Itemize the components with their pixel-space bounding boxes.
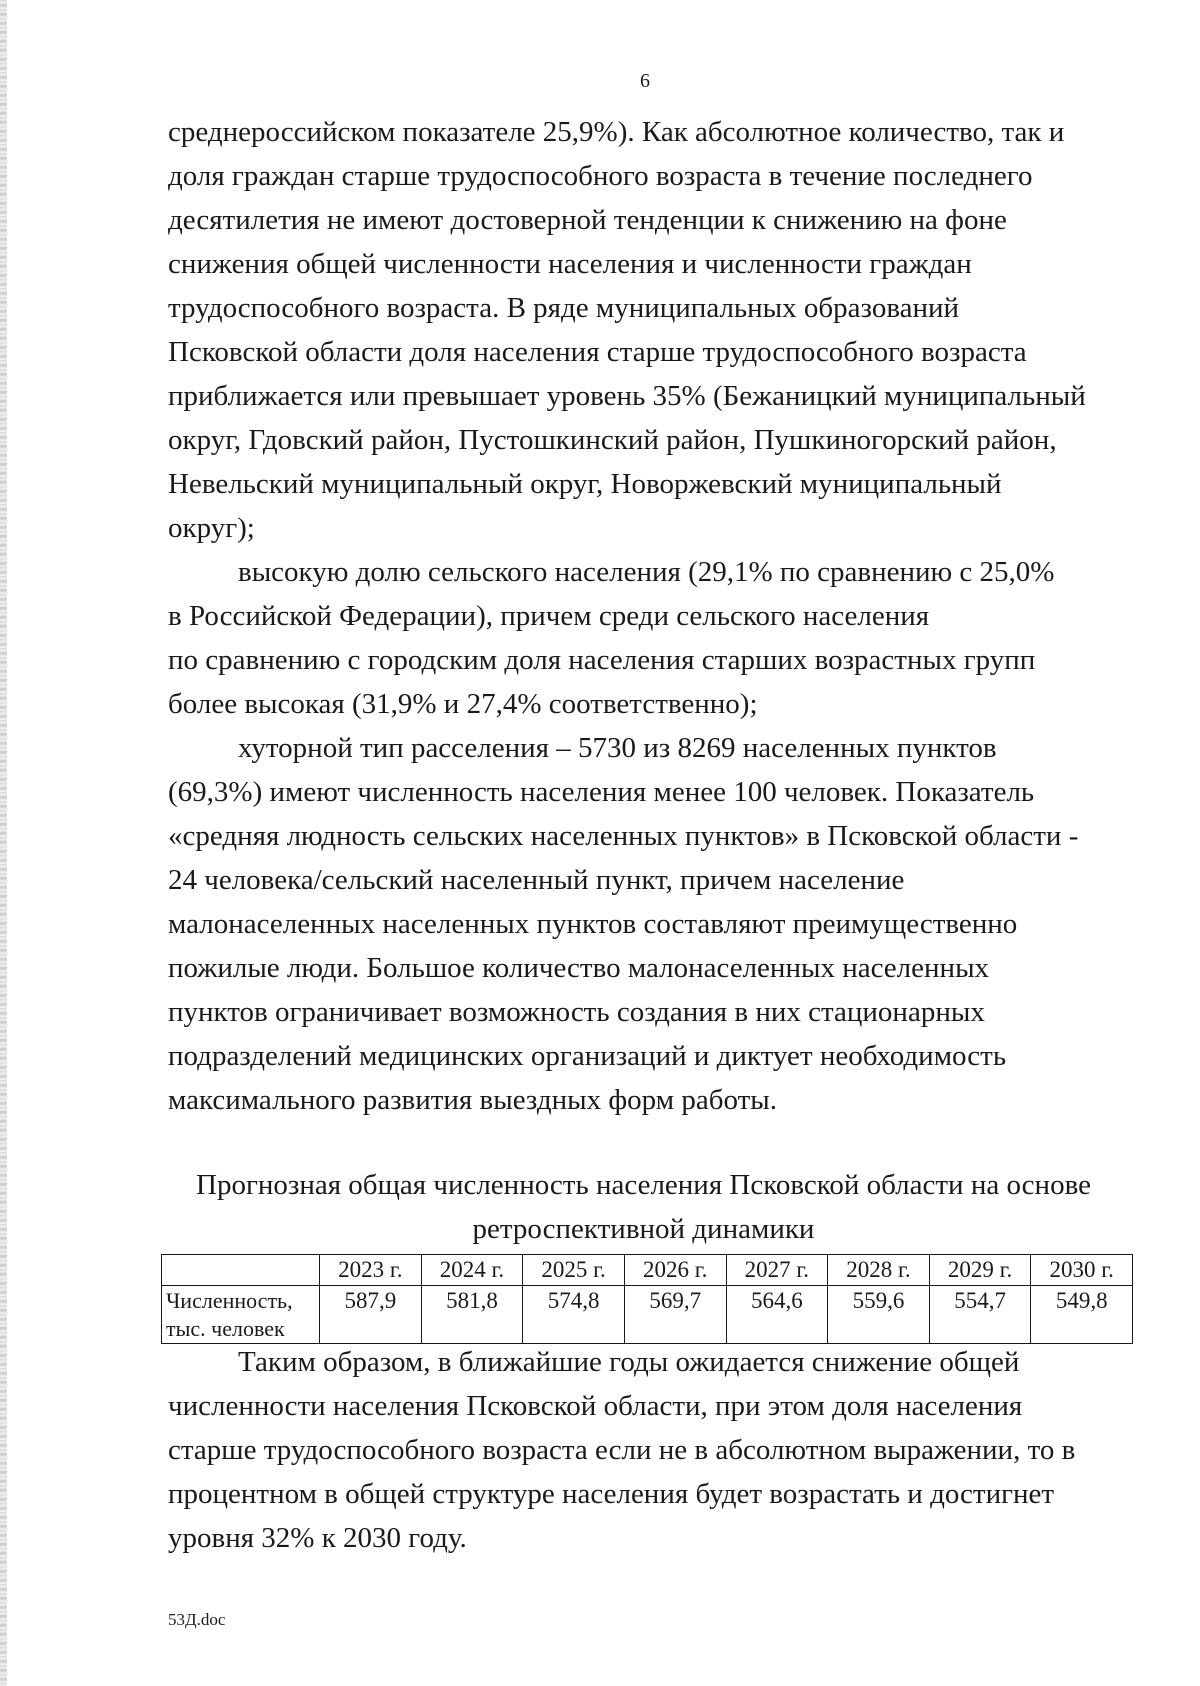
text-line: максимального развития выездных форм работы. [168,1084,777,1116]
text-line: трудоспособного возраста. В ряде муниципальных образований [168,292,960,324]
text-line: старше трудоспособного возраста если не в абсолютном выражении, то в [168,1434,1076,1466]
footer-filename: 53Д.doc [168,1610,226,1629]
text-line: процентном в общей структуре населения будет возрастать и достигнет [168,1478,1055,1510]
text-line: 24 человека/сельский населенный пункт, причем население [168,864,905,896]
text-line: «средняя людность сельских населенных пунктов» в Псковской области - [168,820,1079,852]
text-line: по сравнению с городским доля населения старших возрастных групп [168,644,1036,676]
text-line: Таким образом, в ближайшие годы ожидается снижение общей [238,1346,1020,1378]
row-label-line: Численность, [166,1288,293,1313]
row-label-line: тыс. человек [166,1316,285,1341]
text-line: приближается или превышает уровень 35% (Бежаницкий муниципальный [168,380,1086,412]
table-header-year: 2027 г. [726,1255,828,1286]
table-cell-value: 587,9 [320,1286,422,1344]
text-line: малонаселенных населенных пунктов составляют преимущественно [168,908,1018,940]
table-header-year: 2029 г. [929,1255,1031,1286]
table-caption [160,1163,1127,1251]
text-line: численности населения Псковской области, при этом доля населения [168,1390,1023,1422]
table-header-year: 2024 г. [421,1255,523,1286]
text-line: среднероссийском показателе 25,9%). Как абсолютное количество, так и [168,116,1065,148]
text-line: хуторной тип расселения – 5730 из 8269 населенных пунктов [238,732,997,764]
text-line: округ, Гдовский район, Пустошкинский район, Пушкиногорский район, [168,424,1057,456]
text-line: подразделений медицинских организаций и диктует необходимость [168,1040,1007,1072]
text-line: в Российской Федерации), причем среди сельского населения [168,600,930,632]
table-cell-value: 574,8 [523,1286,625,1344]
table-corner-cell [162,1255,320,1286]
text-line: высокую долю сельского населения (29,1% по сравнению с 25,0% [238,556,1055,588]
table-cell-value: 554,7 [929,1286,1031,1344]
table-cell-value: 581,8 [421,1286,523,1344]
table-header-year: 2028 г. [828,1255,930,1286]
table-header-year: 2025 г. [523,1255,625,1286]
page-number: 6 [640,70,650,92]
table-header-year: 2030 г. [1031,1255,1133,1286]
table-row-label [162,1286,320,1344]
table-header-row [162,1255,1133,1286]
text-line: более высокая (31,9% и 27,4% соответственно); [168,688,758,720]
text-line: десятилетия не имеют достоверной тенденции к снижению на фоне [168,204,1007,236]
scan-edge [0,0,7,1686]
table-cell-value: 549,8 [1031,1286,1133,1344]
table-cell-value: 559,6 [828,1286,930,1344]
caption-line: ретроспективной динамики [472,1213,815,1245]
population-forecast-table [161,1254,1133,1344]
body-text [168,110,1125,1122]
table-header-year: 2023 г. [320,1255,422,1286]
text-line: Псковской области доля населения старше трудоспособного возраста [168,336,1027,368]
table-cell-value: 564,6 [726,1286,828,1344]
text-line: пунктов ограничивает возможность создания в них стационарных [168,996,985,1028]
text-line: округ); [168,512,255,544]
table-row [162,1286,1133,1344]
text-line: (69,3%) имеют численность населения менее 100 человек. Показатель [168,776,1035,808]
text-line: доля граждан старше трудоспособного возраста в течение последнего [168,160,1033,192]
table-cell-value: 569,7 [624,1286,726,1344]
table-header-year: 2026 г. [624,1255,726,1286]
closing-paragraph-block [168,1340,1125,1560]
text-line: уровня 32% к 2030 году. [168,1522,467,1554]
text-line: пожилые люди. Большое количество малонаселенных населенных [168,952,990,984]
text-line: Невельский муниципальный округ, Новоржевский муниципальный [168,468,1002,500]
caption-line: Прогнозная общая численность населения Псковской области на основе [196,1169,1091,1201]
text-line: снижения общей численности населения и численности граждан [168,248,972,280]
